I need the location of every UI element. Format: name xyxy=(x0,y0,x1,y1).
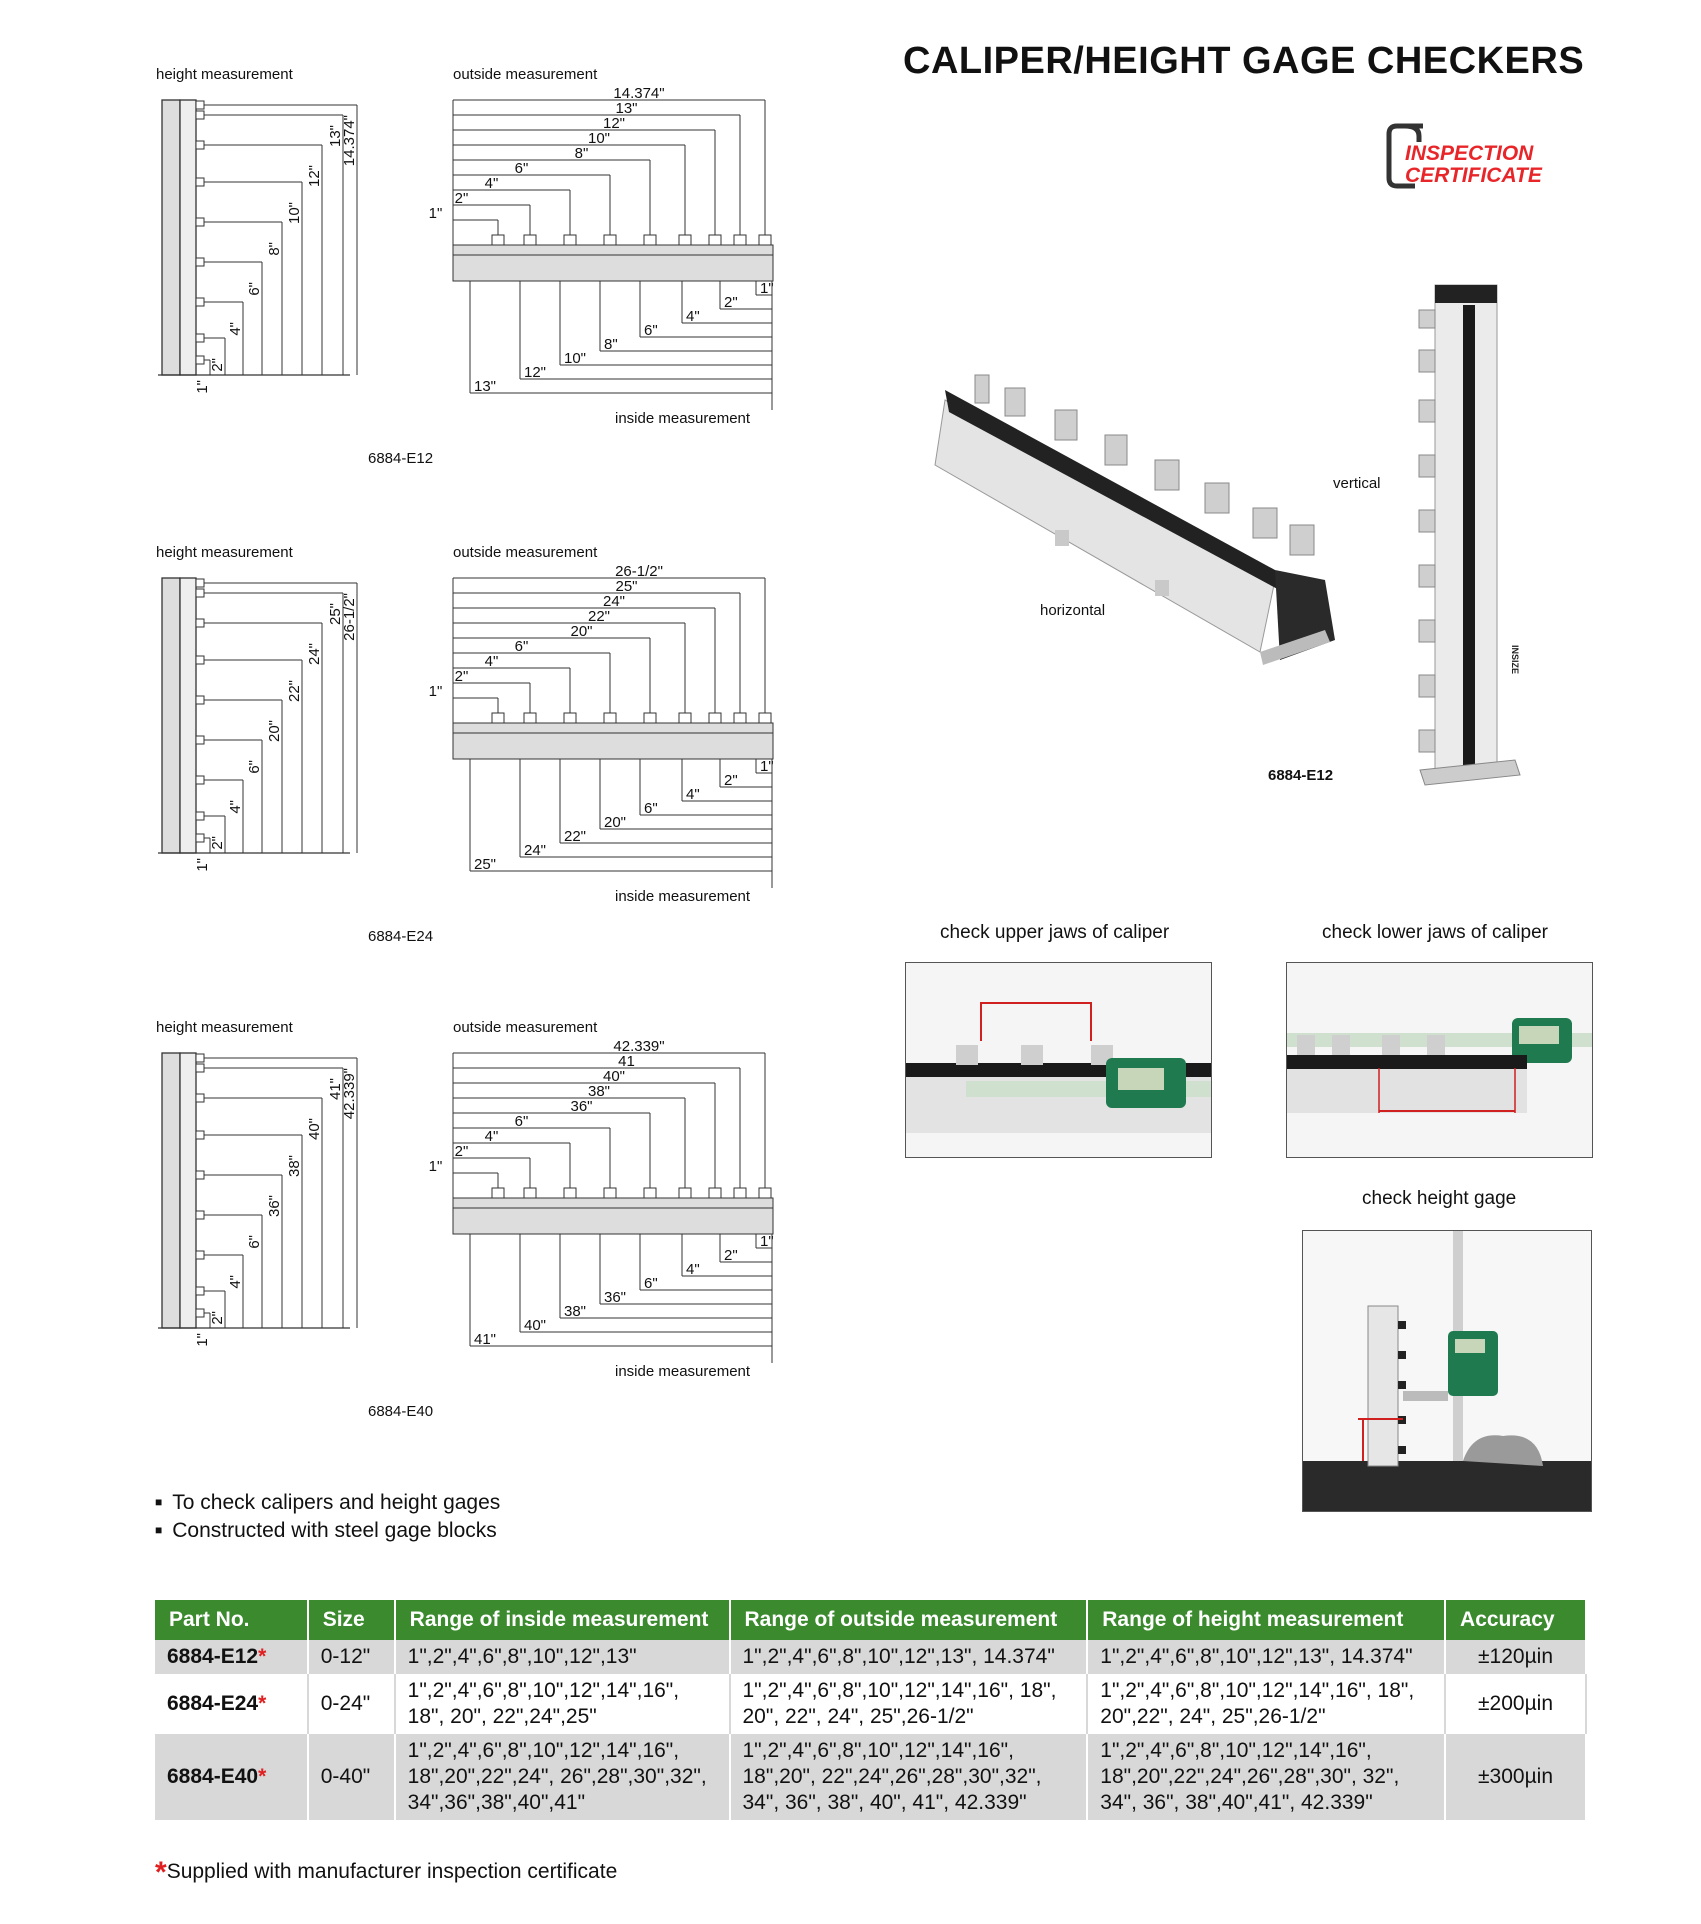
outside-value-label: 42.339" xyxy=(613,1038,665,1055)
outside-value-label: 2" xyxy=(454,190,469,207)
caption-lower-jaws: check lower jaws of caliper xyxy=(1322,922,1548,943)
horizontal-checker xyxy=(935,375,1335,665)
height-cell: 1",2",4",6",8",10",12",13", 14.374" xyxy=(1087,1640,1445,1674)
inside-value-label: 13" xyxy=(474,378,497,395)
height-value-label: 8" xyxy=(266,242,283,256)
outside-value-label: 10" xyxy=(587,130,611,147)
cert-line2: CERTIFICATE xyxy=(1405,164,1542,187)
photo-upper-jaws xyxy=(905,962,1212,1158)
outside-measurement-label: outside measurement xyxy=(453,66,598,83)
label-horizontal: horizontal xyxy=(1040,602,1106,619)
outside-value-label: 6" xyxy=(514,1113,529,1130)
page-title: CALIPER/HEIGHT GAGE CHECKERS xyxy=(903,40,1585,82)
col-size: Size xyxy=(308,1600,395,1640)
outside-value-label: 4" xyxy=(484,653,499,670)
inside-value-label: 25" xyxy=(474,856,497,873)
outside-value-label: 41 xyxy=(618,1053,635,1070)
inside-cell: 1",2",4",6",8",10",12",14",16", 18",20",22",24", 26",28",30",32", 34",36",38",40",41" xyxy=(395,1734,730,1820)
outside-value-label: 22" xyxy=(587,608,611,625)
outside-value-label: 36" xyxy=(570,1098,593,1115)
inside-value-label: 2" xyxy=(724,1247,738,1264)
accuracy-cell: ±300µin xyxy=(1445,1734,1586,1820)
height-value-label: 6" xyxy=(246,282,263,296)
outside-value-label: 1" xyxy=(428,1158,443,1175)
outside-value-label: 6" xyxy=(514,638,529,655)
outside-value-label: 38" xyxy=(587,1083,611,1100)
diagram-6884-e24 xyxy=(150,533,790,973)
height-cell: 1",2",4",6",8",10",12",14",16", 18", 20",22", 24", 25",26-1/2" xyxy=(1087,1674,1445,1734)
outside-value-label: 25" xyxy=(615,578,638,595)
photo-lower-jaws xyxy=(1286,962,1593,1158)
outside-value-label: 14.374" xyxy=(613,85,665,102)
feature-item: ■ To check calipers and height gages xyxy=(155,1490,500,1518)
height-value-label: 26-1/2" xyxy=(341,593,358,641)
outside-cell: 1",2",4",6",8",10",12",14",16", 18",20", 22",24",26",28",30",32", 34", 36", 38", 40", 41", 42.339" xyxy=(730,1734,1088,1820)
col-part-no: Part No. xyxy=(155,1600,308,1640)
vertical-checker xyxy=(1419,285,1520,785)
inside-value-label: 8" xyxy=(604,336,618,353)
height-value-label: 12" xyxy=(306,165,323,188)
table-header-row xyxy=(155,1600,1586,1640)
table-row xyxy=(155,1674,1586,1734)
height-value-label: 6" xyxy=(246,1235,263,1249)
height-value-label: 6" xyxy=(246,760,263,774)
inside-value-label: 4" xyxy=(686,1261,700,1278)
inside-value-label: 1" xyxy=(760,280,774,297)
inside-value-label: 22" xyxy=(564,828,587,845)
inside-measurement-label: inside measurement xyxy=(615,1363,751,1380)
part-number: 6884-E40 xyxy=(167,1765,259,1788)
height-value-label: 42.339" xyxy=(341,1068,358,1120)
asterisk-icon: * xyxy=(258,1645,267,1668)
height-value-label: 20" xyxy=(266,720,283,743)
diagram-6884-e40 xyxy=(150,1008,790,1448)
model-label: 6884-E12 xyxy=(368,450,434,467)
accuracy-cell: ±200µin xyxy=(1445,1674,1586,1734)
inside-value-label: 41" xyxy=(474,1331,497,1348)
height-value-label: 41" xyxy=(327,1078,344,1101)
caption-height-gage: check height gage xyxy=(1362,1188,1517,1209)
outside-value-label: 12" xyxy=(602,115,626,132)
outside-value-label: 26-1/2" xyxy=(615,563,663,580)
outside-measurement-label: outside measurement xyxy=(453,544,598,561)
height-value-label: 13" xyxy=(327,125,344,148)
inside-value-label: 6" xyxy=(644,1275,658,1292)
outside-value-label: 13" xyxy=(615,100,638,117)
accuracy-cell: ±120µin xyxy=(1445,1640,1586,1674)
inside-value-label: 36" xyxy=(604,1289,627,1306)
inside-value-label: 12" xyxy=(524,364,547,381)
product-photo xyxy=(915,280,1535,800)
outside-value-label: 6" xyxy=(514,160,529,177)
part-number: 6884-E24 xyxy=(167,1692,259,1715)
outside-cell: 1",2",4",6",8",10",12",13", 14.374" xyxy=(730,1640,1088,1674)
height-measurement-label: height measurement xyxy=(156,1019,293,1036)
outside-value-label: 1" xyxy=(428,205,443,222)
col-accuracy: Accuracy xyxy=(1445,1600,1586,1640)
outside-cell: 1",2",4",6",8",10",12",14",16", 18", 20", 22", 24", 25",26-1/2" xyxy=(730,1674,1088,1734)
outside-measurement-label: outside measurement xyxy=(453,1019,598,1036)
outside-value-label: 24" xyxy=(602,593,626,610)
feature-list xyxy=(155,1490,500,1546)
outside-value-label: 8" xyxy=(574,145,589,162)
table-row xyxy=(155,1640,1586,1674)
inside-value-label: 6" xyxy=(644,322,658,339)
col-inside-range: Range of inside measurement xyxy=(395,1600,730,1640)
asterisk-icon: * xyxy=(258,1765,267,1788)
inside-value-label: 1" xyxy=(760,758,774,775)
cert-line1: INSPECTION xyxy=(1405,142,1534,165)
height-value-label: 1" xyxy=(194,1333,211,1347)
height-value-label: 4" xyxy=(227,800,244,814)
outside-value-label: 40" xyxy=(602,1068,626,1085)
product-model-label: 6884-E12 xyxy=(1268,767,1334,784)
footnote-text: Supplied with manufacturer inspection certificate xyxy=(166,1860,618,1883)
height-value-label: 1" xyxy=(194,380,211,394)
inside-value-label: 38" xyxy=(564,1303,587,1320)
inside-cell: 1",2",4",6",8",10",12",13" xyxy=(395,1640,730,1674)
spec-table xyxy=(155,1600,1587,1820)
part-number: 6884-E12 xyxy=(167,1645,259,1668)
height-measurement-label: height measurement xyxy=(156,66,293,83)
size-cell: 0-12" xyxy=(308,1640,395,1674)
footnote xyxy=(155,1852,618,1889)
outside-value-label: 2" xyxy=(454,1143,469,1160)
height-measurement-label: height measurement xyxy=(156,544,293,561)
inside-measurement-label: inside measurement xyxy=(615,410,751,427)
height-value-label: 10" xyxy=(286,202,303,225)
outside-value-label: 20" xyxy=(570,623,593,640)
inside-value-label: 10" xyxy=(564,350,587,367)
size-cell: 0-24" xyxy=(308,1674,395,1734)
height-value-label: 2" xyxy=(209,358,226,372)
feature-item: ■ Constructed with steel gage blocks xyxy=(155,1518,500,1546)
inspection-certificate-logo xyxy=(1385,122,1595,192)
diagram-6884-e12 xyxy=(150,55,790,495)
inside-value-label: 2" xyxy=(724,294,738,311)
height-value-label: 22" xyxy=(286,680,303,703)
height-value-label: 24" xyxy=(306,643,323,666)
size-cell: 0-40" xyxy=(308,1734,395,1820)
col-outside-range: Range of outside measurement xyxy=(730,1600,1088,1640)
height-value-label: 40" xyxy=(306,1118,323,1141)
inside-value-label: 2" xyxy=(724,772,738,789)
table-row xyxy=(155,1734,1586,1820)
brand-mark: INSIZE xyxy=(1510,645,1520,675)
outside-value-label: 2" xyxy=(454,668,469,685)
inside-cell: 1",2",4",6",8",10",12",14",16", 18", 20", 22",24",25" xyxy=(395,1674,730,1734)
height-cell: 1",2",4",6",8",10",12",14",16", 18",20",22",24",26",28",30", 32", 34", 36", 38",40",41", 42.339" xyxy=(1087,1734,1445,1820)
height-value-label: 4" xyxy=(227,322,244,336)
model-label: 6884-E40 xyxy=(368,1403,434,1420)
inside-value-label: 6" xyxy=(644,800,658,817)
inside-value-label: 24" xyxy=(524,842,547,859)
height-value-label: 14.374" xyxy=(341,115,358,167)
inside-value-label: 4" xyxy=(686,308,700,325)
height-value-label: 38" xyxy=(286,1155,303,1178)
height-value-label: 2" xyxy=(209,836,226,850)
height-value-label: 2" xyxy=(209,1311,226,1325)
inside-value-label: 1" xyxy=(760,1233,774,1250)
photo-height-gage xyxy=(1302,1230,1592,1512)
outside-value-label: 4" xyxy=(484,1128,499,1145)
label-vertical: vertical xyxy=(1333,475,1381,492)
asterisk-icon: * xyxy=(155,1856,167,1889)
inside-measurement-label: inside measurement xyxy=(615,888,751,905)
caption-upper-jaws: check upper jaws of caliper xyxy=(940,922,1170,943)
outside-value-label: 1" xyxy=(428,683,443,700)
height-value-label: 4" xyxy=(227,1275,244,1289)
inside-value-label: 4" xyxy=(686,786,700,803)
col-height-range: Range of height measurement xyxy=(1087,1600,1445,1640)
asterisk-icon: * xyxy=(258,1692,267,1715)
height-value-label: 25" xyxy=(327,603,344,626)
outside-value-label: 4" xyxy=(484,175,499,192)
height-value-label: 36" xyxy=(266,1195,283,1218)
model-label: 6884-E24 xyxy=(368,928,434,945)
inside-value-label: 40" xyxy=(524,1317,547,1334)
height-value-label: 1" xyxy=(194,858,211,872)
inside-value-label: 20" xyxy=(604,814,627,831)
